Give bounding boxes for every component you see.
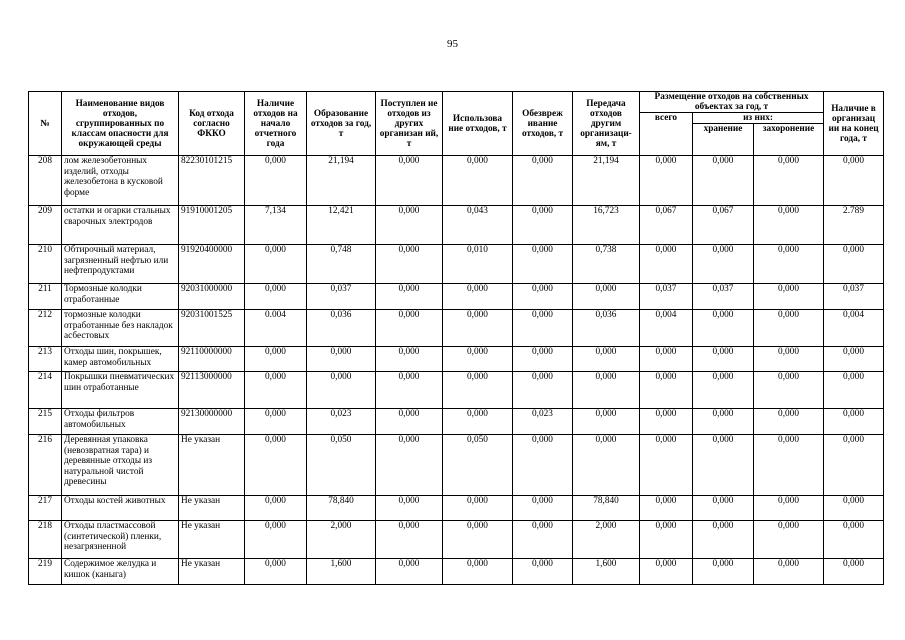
table-row	[29, 245, 884, 284]
cell-received: 0,000	[376, 245, 443, 284]
page-number: 95	[447, 38, 458, 50]
cell-code: Не указан	[179, 496, 245, 521]
cell-neutralized: 0,000	[513, 435, 573, 496]
cell-total: 0,000	[640, 347, 693, 372]
cell-code: 92130000000	[179, 409, 245, 435]
cell-end: 0,037	[824, 284, 884, 310]
cell-end: 0,000	[824, 521, 884, 559]
cell-end: 0,000	[824, 156, 884, 206]
cell-formed: 78,840	[307, 496, 376, 521]
table-row	[29, 347, 884, 372]
cell-total: 0,000	[640, 409, 693, 435]
cell-used: 0,000	[443, 284, 513, 310]
header-received: Поступлен ие отходов из других организан ий, т	[376, 92, 443, 156]
cell-end: 0,000	[824, 435, 884, 496]
cell-name: Покрышки пневматических шин отработанные	[62, 372, 179, 409]
cell-burial: 0,000	[754, 245, 824, 284]
cell-num: 216	[29, 435, 62, 496]
header-storage: хранение	[693, 124, 754, 156]
cell-neutralized: 0,000	[513, 496, 573, 521]
table-row	[29, 284, 884, 310]
cell-neutralized: 0,000	[513, 206, 573, 245]
cell-burial: 0,000	[754, 347, 824, 372]
cell-storage: 0,000	[693, 372, 754, 409]
cell-storage: 0,037	[693, 284, 754, 310]
cell-transferred: 0,738	[573, 245, 640, 284]
cell-total: 0,000	[640, 156, 693, 206]
header-end: Наличие в организац ии на конец года, т	[824, 92, 884, 156]
header-start: Наличие отходов на начало отчетного года	[245, 92, 307, 156]
cell-neutralized: 0,000	[513, 156, 573, 206]
cell-total: 0,000	[640, 435, 693, 496]
cell-num: 215	[29, 409, 62, 435]
cell-transferred: 78,840	[573, 496, 640, 521]
cell-received: 0,000	[376, 521, 443, 559]
cell-name: Обтирочный материал, загрязненный нефтью или нефтепродуктами	[62, 245, 179, 284]
cell-neutralized: 0,023	[513, 409, 573, 435]
cell-end: 0,000	[824, 496, 884, 521]
cell-total: 0,000	[640, 245, 693, 284]
cell-num: 209	[29, 206, 62, 245]
cell-transferred: 21,194	[573, 156, 640, 206]
cell-neutralized: 0,000	[513, 559, 573, 585]
cell-num: 218	[29, 521, 62, 559]
cell-transferred: 0,000	[573, 435, 640, 496]
header-neutralized: Обезвреж ивание отходов, т	[513, 92, 573, 156]
cell-used: 0,000	[443, 156, 513, 206]
cell-total: 0,000	[640, 521, 693, 559]
table-header	[29, 92, 884, 156]
cell-end: 0,000	[824, 347, 884, 372]
cell-transferred: 0,036	[573, 310, 640, 347]
cell-num: 214	[29, 372, 62, 409]
header-code: Код отхода согласно ФККО	[179, 92, 245, 156]
header-total: всего	[640, 113, 693, 156]
cell-received: 0,000	[376, 156, 443, 206]
cell-used: 0,000	[443, 559, 513, 585]
cell-code: 82230101215	[179, 156, 245, 206]
header-used: Использова ние отходов, т	[443, 92, 513, 156]
cell-storage: 0,067	[693, 206, 754, 245]
cell-start: 0,000	[245, 409, 307, 435]
cell-name: Отходы фильтров автомобильных	[62, 409, 179, 435]
cell-burial: 0,000	[754, 409, 824, 435]
cell-received: 0,000	[376, 496, 443, 521]
cell-total: 0,037	[640, 284, 693, 310]
cell-total: 0,000	[640, 496, 693, 521]
cell-name: Содержимое желудка и кишок (каныга)	[62, 559, 179, 585]
cell-name: Деревянная упаковка (невозвратная тара) и деревянные отходы из натуральной чистой древесины	[62, 435, 179, 496]
table-row	[29, 435, 884, 496]
cell-start: 0,000	[245, 559, 307, 585]
cell-formed: 2,000	[307, 521, 376, 559]
cell-code: Не указан	[179, 521, 245, 559]
table-row	[29, 559, 884, 585]
cell-name: Отходы шин, покрышек, камер автомобильных	[62, 347, 179, 372]
cell-received: 0,000	[376, 435, 443, 496]
cell-received: 0,000	[376, 284, 443, 310]
cell-received: 0,000	[376, 372, 443, 409]
table-row	[29, 409, 884, 435]
cell-name: остатки и огарки стальных сварочных электродов	[62, 206, 179, 245]
cell-total: 0,004	[640, 310, 693, 347]
cell-name: лом железобетонных изделий, отходы железобетона в кусковой форме	[62, 156, 179, 206]
table-row	[29, 156, 884, 206]
cell-name: Отходы костей животных	[62, 496, 179, 521]
cell-storage: 0,000	[693, 496, 754, 521]
cell-start: 0.004	[245, 310, 307, 347]
cell-num: 208	[29, 156, 62, 206]
cell-formed: 0,748	[307, 245, 376, 284]
cell-end: 0,000	[824, 559, 884, 585]
cell-formed: 0,023	[307, 409, 376, 435]
cell-end: 0,000	[824, 245, 884, 284]
cell-used: 0,000	[443, 496, 513, 521]
cell-used: 0,043	[443, 206, 513, 245]
cell-code: Не указан	[179, 559, 245, 585]
cell-total: 0,000	[640, 372, 693, 409]
cell-used: 0,010	[443, 245, 513, 284]
cell-received: 0,000	[376, 559, 443, 585]
table-row	[29, 310, 884, 347]
cell-transferred: 0,000	[573, 347, 640, 372]
cell-formed: 0,037	[307, 284, 376, 310]
cell-neutralized: 0,000	[513, 284, 573, 310]
cell-num: 213	[29, 347, 62, 372]
cell-burial: 0,000	[754, 284, 824, 310]
cell-neutralized: 0,000	[513, 347, 573, 372]
header-burial: захоронение	[754, 124, 824, 156]
cell-transferred: 0,000	[573, 372, 640, 409]
cell-received: 0,000	[376, 409, 443, 435]
cell-burial: 0,000	[754, 435, 824, 496]
cell-formed: 0,000	[307, 372, 376, 409]
cell-code: 91920400000	[179, 245, 245, 284]
cell-storage: 0,000	[693, 156, 754, 206]
cell-start: 0,000	[245, 156, 307, 206]
cell-burial: 0,000	[754, 521, 824, 559]
table-row	[29, 372, 884, 409]
table-row	[29, 521, 884, 559]
cell-burial: 0,000	[754, 496, 824, 521]
cell-name: Отходы пластмассовой (синтетической) пленки, незагрязненной	[62, 521, 179, 559]
cell-neutralized: 0,000	[513, 521, 573, 559]
cell-neutralized: 0,000	[513, 310, 573, 347]
cell-used: 0,050	[443, 435, 513, 496]
cell-total: 0,000	[640, 559, 693, 585]
cell-code: 92031001525	[179, 310, 245, 347]
cell-transferred: 1,600	[573, 559, 640, 585]
cell-start: 0,000	[245, 521, 307, 559]
cell-formed: 0,050	[307, 435, 376, 496]
cell-burial: 0,000	[754, 156, 824, 206]
cell-burial: 0,000	[754, 372, 824, 409]
cell-start: 0,000	[245, 245, 307, 284]
cell-storage: 0,000	[693, 559, 754, 585]
cell-used: 0,000	[443, 310, 513, 347]
cell-storage: 0,000	[693, 435, 754, 496]
header-num: №	[29, 92, 62, 156]
cell-received: 0,000	[376, 310, 443, 347]
table-row	[29, 496, 884, 521]
cell-transferred: 16,723	[573, 206, 640, 245]
cell-code: Не указан	[179, 435, 245, 496]
cell-storage: 0,000	[693, 310, 754, 347]
cell-code: 92110000000	[179, 347, 245, 372]
cell-end: 0,000	[824, 372, 884, 409]
cell-start: 0,000	[245, 496, 307, 521]
cell-storage: 0,000	[693, 409, 754, 435]
cell-storage: 0,000	[693, 521, 754, 559]
cell-start: 0,000	[245, 347, 307, 372]
header-name: Наименование видов отходов, сгруппированных по классам опасности для окружающей среды	[62, 92, 179, 156]
header-of-which: из них:	[693, 113, 824, 124]
cell-burial: 0,000	[754, 310, 824, 347]
cell-num: 219	[29, 559, 62, 585]
cell-num: 212	[29, 310, 62, 347]
cell-formed: 0,000	[307, 347, 376, 372]
cell-used: 0,000	[443, 372, 513, 409]
cell-total: 0,067	[640, 206, 693, 245]
cell-num: 210	[29, 245, 62, 284]
cell-burial: 0,000	[754, 206, 824, 245]
cell-used: 0,000	[443, 347, 513, 372]
cell-burial: 0,000	[754, 559, 824, 585]
cell-transferred: 0,000	[573, 284, 640, 310]
cell-neutralized: 0,000	[513, 245, 573, 284]
cell-formed: 0,036	[307, 310, 376, 347]
cell-code: 91910001205	[179, 206, 245, 245]
header-formed: Образование отходов за год, т	[307, 92, 376, 156]
cell-formed: 1,600	[307, 559, 376, 585]
cell-start: 0,000	[245, 435, 307, 496]
cell-formed: 21,194	[307, 156, 376, 206]
cell-storage: 0,000	[693, 347, 754, 372]
cell-formed: 12,421	[307, 206, 376, 245]
cell-received: 0,000	[376, 347, 443, 372]
cell-start: 7,134	[245, 206, 307, 245]
cell-code: 92031000000	[179, 284, 245, 310]
cell-received: 0,000	[376, 206, 443, 245]
cell-used: 0,000	[443, 521, 513, 559]
cell-start: 0,000	[245, 372, 307, 409]
table-row	[29, 206, 884, 245]
cell-start: 0,000	[245, 284, 307, 310]
cell-num: 217	[29, 496, 62, 521]
cell-transferred: 2,000	[573, 521, 640, 559]
cell-name: тормозные колодки отработанные без накладок асбестовых	[62, 310, 179, 347]
cell-name: Тормозные колодки отработанные	[62, 284, 179, 310]
cell-transferred: 0,000	[573, 409, 640, 435]
cell-storage: 0,000	[693, 245, 754, 284]
cell-num: 211	[29, 284, 62, 310]
cell-end: 0,000	[824, 409, 884, 435]
cell-used: 0,000	[443, 409, 513, 435]
cell-neutralized: 0,000	[513, 372, 573, 409]
cell-end: 0,004	[824, 310, 884, 347]
cell-code: 92113000000	[179, 372, 245, 409]
header-transferred: Передача отходов другим организаци-ям, т	[573, 92, 640, 156]
waste-table	[28, 91, 884, 585]
cell-end: 2.789	[824, 206, 884, 245]
table-body	[29, 156, 884, 585]
header-placement: Размещение отходов на собственных объектах за год, т	[640, 92, 824, 113]
